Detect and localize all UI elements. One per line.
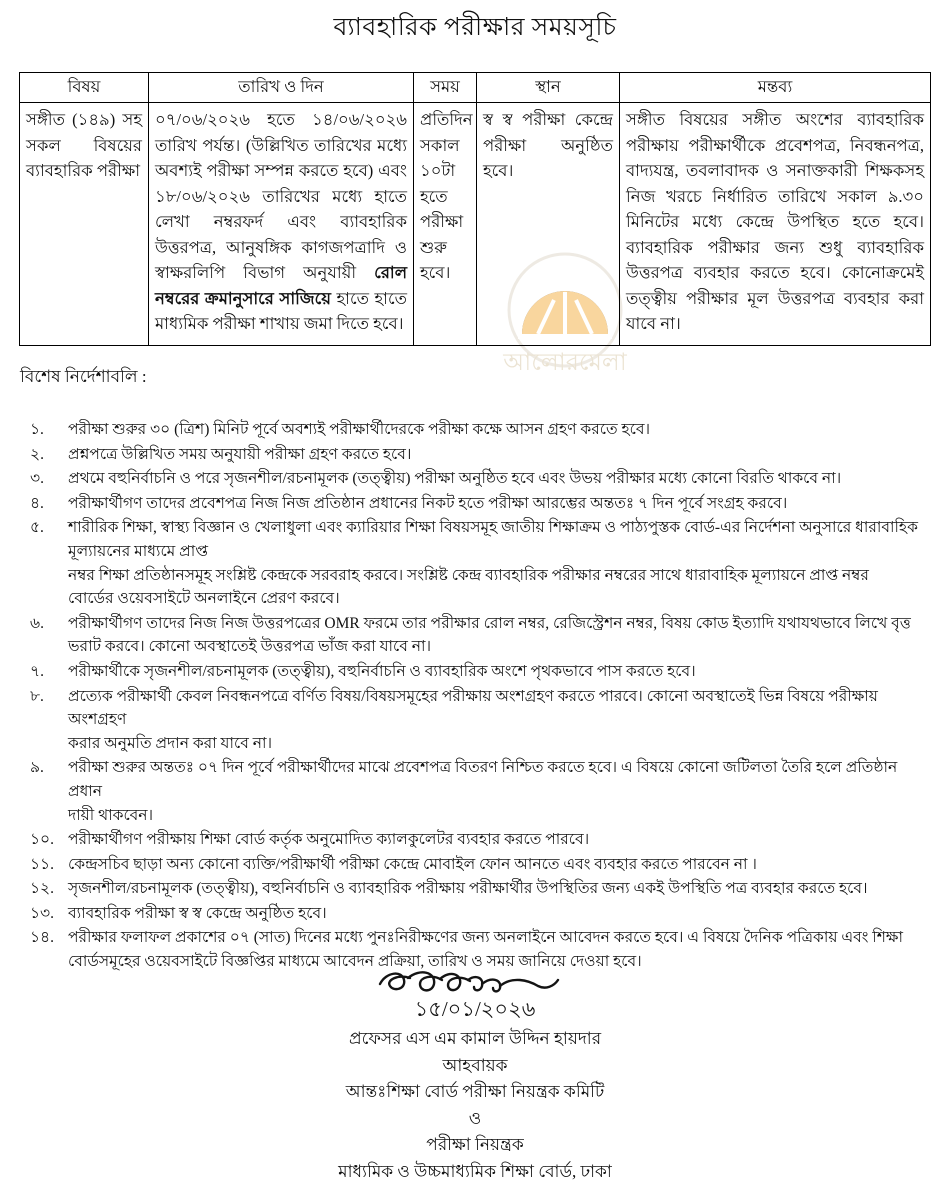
instruction-text xyxy=(68,660,926,684)
instruction-line: বোর্ডসমূহের ওয়েবসাইটে বিজ্ঞপ্তির মাধ্যমে আবেদন প্রক্রিয়া, তারিখ ও সময় জানিয়ে দেওয়া হবে। xyxy=(68,950,926,974)
cell-date-part2: হাতে হাতে মাধ্যমিক পরীক্ষা শাখায় জমা দিতে হবে। xyxy=(155,289,407,334)
instruction-line: দায়ী থাকবেন। xyxy=(68,804,926,828)
instruction-number: ৯. xyxy=(28,756,68,780)
instruction-text xyxy=(68,756,926,827)
header-subject: বিষয় xyxy=(20,73,149,103)
instruction-item xyxy=(28,492,926,516)
instruction-line: পরীক্ষার্থীগণ পরীক্ষায় শিক্ষা বোর্ড কর্তৃক অনুমোদিত ক্যালকুলেটর ব্যবহার করতে পারবে। xyxy=(68,828,926,852)
instruction-item xyxy=(28,756,926,827)
cell-date-day xyxy=(149,103,414,346)
instruction-item xyxy=(28,418,926,442)
signatory-designation-1: আহবায়ক xyxy=(0,1053,950,1080)
instruction-item xyxy=(28,516,926,610)
instruction-number: ৭. xyxy=(28,660,68,684)
instruction-line: পরীক্ষার ফলাফল প্রকাশের ০৭ (সাত) দিনের মধ্যে পুনঃনিরীক্ষণের জন্য অনলাইনে আবেদন করতে হবে। এ বিষয়ে দৈনিক পত্রিকায় এবং শিক্ষা xyxy=(68,926,926,950)
instruction-number: ৬. xyxy=(28,612,68,636)
header-place: স্থান xyxy=(477,73,620,103)
instruction-line: পরীক্ষা শুরুর ৩০ (ত্রিশ) মিনিট পূর্বে অবশ্যই পরীক্ষার্থীদেরকে পরীক্ষা কক্ষে আসন গ্রহণ করতে হবে। xyxy=(68,418,926,442)
signature-block xyxy=(0,962,950,1185)
instruction-number: ১৪. xyxy=(28,926,68,950)
instruction-item xyxy=(28,443,926,467)
header-time: সময় xyxy=(414,73,477,103)
signature-date: ১৫/০১/২০২৬ xyxy=(415,997,536,1021)
instruction-number: ২. xyxy=(28,443,68,467)
header-date-day: তারিখ ও দিন xyxy=(149,73,414,103)
instruction-number: ১২. xyxy=(28,877,68,901)
instruction-line: প্রথমে বহুনির্বাচনি ও পরে সৃজনশীল/রচনামূলক (তত্ত্বীয়) পরীক্ষা অনুষ্ঠিত হবে এবং উভয় পরীক্ষার মধ্যে কোনো বিরতি থাকবে না। xyxy=(68,467,926,491)
instruction-text xyxy=(68,685,926,756)
signatory-name: প্রফেসর এস এম কামাল উদ্দিন হায়দার xyxy=(0,1026,950,1053)
instruction-number: ১৩. xyxy=(28,902,68,926)
instruction-item xyxy=(28,685,926,756)
table-header-row xyxy=(20,73,931,103)
instruction-item xyxy=(28,877,926,901)
cell-date-part1: ০৭/০৬/২০২৬ হতে ১৪/০৬/২০২৬ তারিখ পর্যন্ত। (উল্লিখিত তারিখের মধ্যে অবশ্যই পরীক্ষা সম্পন্ন করতে হবে) এবং ১৮/০৬/২০২৬ তারিখের মধ্যে হাতে লেখা নম্বরফর্দ এবং ব্যাবহারিক উত্তরপত্র, আনুষঙ্গিক কাগজপত্রাদি ও স্বাক্ষরলিপি বিভাগ অনুযায়ী xyxy=(155,110,407,282)
cell-date-bold: রোল নম্বরের ক্রমানুসারে সাজিয়ে xyxy=(155,263,407,308)
instruction-line: পরীক্ষা শুরুর অন্ততঃ ০৭ দিন পূর্বে পরীক্ষার্থীদের মাঝে প্রবেশপত্র বিতরণ নিশ্চিত করতে হবে। এ বিষয়ে কোনো জটিলতা তৈরি হলে প্রতিষ্ঠান প্রধান xyxy=(68,756,926,803)
instruction-line: শারীরিক শিক্ষা, স্বাস্থ্য বিজ্ঞান ও খেলাধুলা এবং ক্যারিয়ার শিক্ষা বিষয়সমূহ জাতীয় শিক্ষাক্রম ও পাঠ্যপুস্তক বোর্ড-এর নির্দেশনা অনুসারে ধারাবাহিক xyxy=(68,516,926,540)
instruction-number: ১. xyxy=(28,418,68,442)
instruction-line: করার অনুমতি প্রদান করা যাবে না। xyxy=(68,732,926,756)
instruction-line: পরীক্ষার্থীগণ তাদের নিজ নিজ উত্তরপত্রের OMR ফরমে তার পরীক্ষার রোল নম্বর, রেজিস্ট্রেশন নম্বর, বিষয় কোড ইত্যাদি যথাযথভাবে লিখে বৃত্ত xyxy=(68,612,926,636)
instruction-number: ৩. xyxy=(28,467,68,491)
instruction-text xyxy=(68,492,926,516)
cell-subject: সঙ্গীত (১৪৯) সহ সকল বিষয়ের ব্যাবহারিক পরীক্ষা xyxy=(20,103,149,346)
handwritten-signature-icon xyxy=(350,962,600,1024)
instruction-line: পরীক্ষার্থীগণ তাদের প্রবেশপত্র নিজ নিজ প্রতিষ্ঠান প্রধানের নিকট হতে পরীক্ষা আরম্ভের অন্ততঃ ৭ দিন পূর্বে সংগ্রহ করবে। xyxy=(68,492,926,516)
instruction-number: ৮. xyxy=(28,685,68,709)
signature-lines xyxy=(0,1026,950,1185)
instruction-text xyxy=(68,418,926,442)
instruction-text xyxy=(68,902,926,926)
signatory-designation-2: আন্তঃশিক্ষা বোর্ড পরীক্ষা নিয়ন্ত্রক কমিটি xyxy=(0,1079,950,1106)
instruction-line: বোর্ডের ওয়েবসাইটে অনলাইনে প্রেরণ করবে। xyxy=(68,587,926,611)
instruction-text xyxy=(68,443,926,467)
instruction-text xyxy=(68,467,926,491)
cell-place: স্ব স্ব পরীক্ষা কেন্দ্রে পরীক্ষা অনুষ্ঠিত হবে। xyxy=(477,103,620,346)
instruction-line: প্রশ্নপত্রে উল্লিখিত সময় অনুযায়ী পরীক্ষা গ্রহণ করতে হবে। xyxy=(68,443,926,467)
instruction-line: ব্যাবহারিক পরীক্ষা স্ব স্ব কেন্দ্রে অনুষ্ঠিত হবে। xyxy=(68,902,926,926)
instruction-item xyxy=(28,467,926,491)
instruction-number: ৫. xyxy=(28,516,68,540)
instruction-number: ৪. xyxy=(28,492,68,516)
instruction-item xyxy=(28,660,926,684)
instruction-text xyxy=(68,828,926,852)
instructions-list xyxy=(28,418,926,975)
instruction-text xyxy=(68,853,926,877)
signatory-designation-3: পরীক্ষা নিয়ন্ত্রক xyxy=(0,1132,950,1159)
instruction-line: পরীক্ষার্থীকে সৃজনশীল/রচনামূলক (তত্ত্বীয়), বহুনির্বাচনি ও ব্যাবহারিক অংশে পৃথকভাবে পাস করতে হবে। xyxy=(68,660,926,684)
instruction-line: ভরাট করবে। কোনো অবস্থাতেই উত্তরপত্র ভাঁজ করা যাবে না। xyxy=(68,635,926,659)
header-remarks: মন্তব্য xyxy=(620,73,931,103)
watermark-text: আলোরমেলা xyxy=(502,350,628,376)
signatory-designation-4: মাধ্যমিক ও উচ্চমাধ্যমিক শিক্ষা বোর্ড, ঢাকা xyxy=(0,1159,950,1185)
instruction-line: নম্বর শিক্ষা প্রতিষ্ঠানসমূহ সংশ্লিষ্ট কেন্দ্রকে সরবরাহ করবে। সংশ্লিষ্ট কেন্দ্র ব্যাবহারিক পরীক্ষার নম্বরের সাথে ধারাবাহিক মূল্যায়নে প্রাপ্ত নম্বর xyxy=(68,564,926,588)
cell-remarks: সঙ্গীত বিষয়ের সঙ্গীত অংশের ব্যাবহারিক পরীক্ষায় পরীক্ষার্থীকে প্রবেশপত্র, নিবন্ধনপত্র, বাদ্যযন্ত্র, তবলাবাদক ও সনাক্তকারী শিক্ষকসহ নিজ খরচে নির্ধারিত তারিখে সকাল ৯.৩০ মিনিটের মধ্যে কেন্দ্রে উপস্থিত হতে হবে। ব্যাবহারিক পরীক্ষার জন্য শুধু ব্যাবহারিক উত্তরপত্র ব্যবহার করতে হবে। কোনোক্রমেই তত্ত্বীয় পরীক্ষার মূল উত্তরপত্র ব্যবহার করা যাবে না। xyxy=(620,103,931,346)
instruction-item xyxy=(28,828,926,852)
instruction-number: ১১. xyxy=(28,853,68,877)
instruction-text xyxy=(68,877,926,901)
page-title: ব্যাবহারিক পরীক্ষার সময়সূচি xyxy=(0,12,950,44)
table-row xyxy=(20,103,931,346)
exam-schedule-table xyxy=(19,72,931,346)
instruction-text xyxy=(68,612,926,659)
instruction-line: মূল্যায়নের মাধ্যমে প্রাপ্ত xyxy=(68,540,926,564)
cell-time: প্রতিদিন সকাল ১০টা হতে পরীক্ষা শুরু হবে। xyxy=(414,103,477,346)
signatory-conjunction: ও xyxy=(0,1106,950,1133)
instruction-item xyxy=(28,902,926,926)
instruction-line: কেন্দ্রসচিব ছাড়া অন্য কোনো ব্যক্তি/পরীক্ষার্থী পরীক্ষা কেন্দ্রে মোবাইল ফোন আনতে এবং ব্যবহার করতে পারবেন না । xyxy=(68,853,926,877)
instruction-item xyxy=(28,853,926,877)
instruction-line: সৃজনশীল/রচনামূলক (তত্ত্বীয়), বহুনির্বাচনি ও ব্যাবহারিক পরীক্ষায় পরীক্ষার্থীর উপস্থিতির জন্য একই উপস্থিতি পত্র ব্যবহার করতে হবে। xyxy=(68,877,926,901)
instruction-item xyxy=(28,612,926,659)
instruction-text xyxy=(68,516,926,610)
instruction-number: ১০. xyxy=(28,828,68,852)
instructions-heading: বিশেষ নির্দেশাবলি : xyxy=(20,365,147,389)
instruction-line: প্রত্যেক পরীক্ষার্থী কেবল নিবন্ধনপত্রে বর্ণিত বিষয়/বিষয়সমূহের পরীক্ষায় অংশগ্রহণ করতে পারবে। কোনো অবস্থাতেই ভিন্ন বিষয়ে পরীক্ষায় অংশগ্রহণ xyxy=(68,685,926,732)
